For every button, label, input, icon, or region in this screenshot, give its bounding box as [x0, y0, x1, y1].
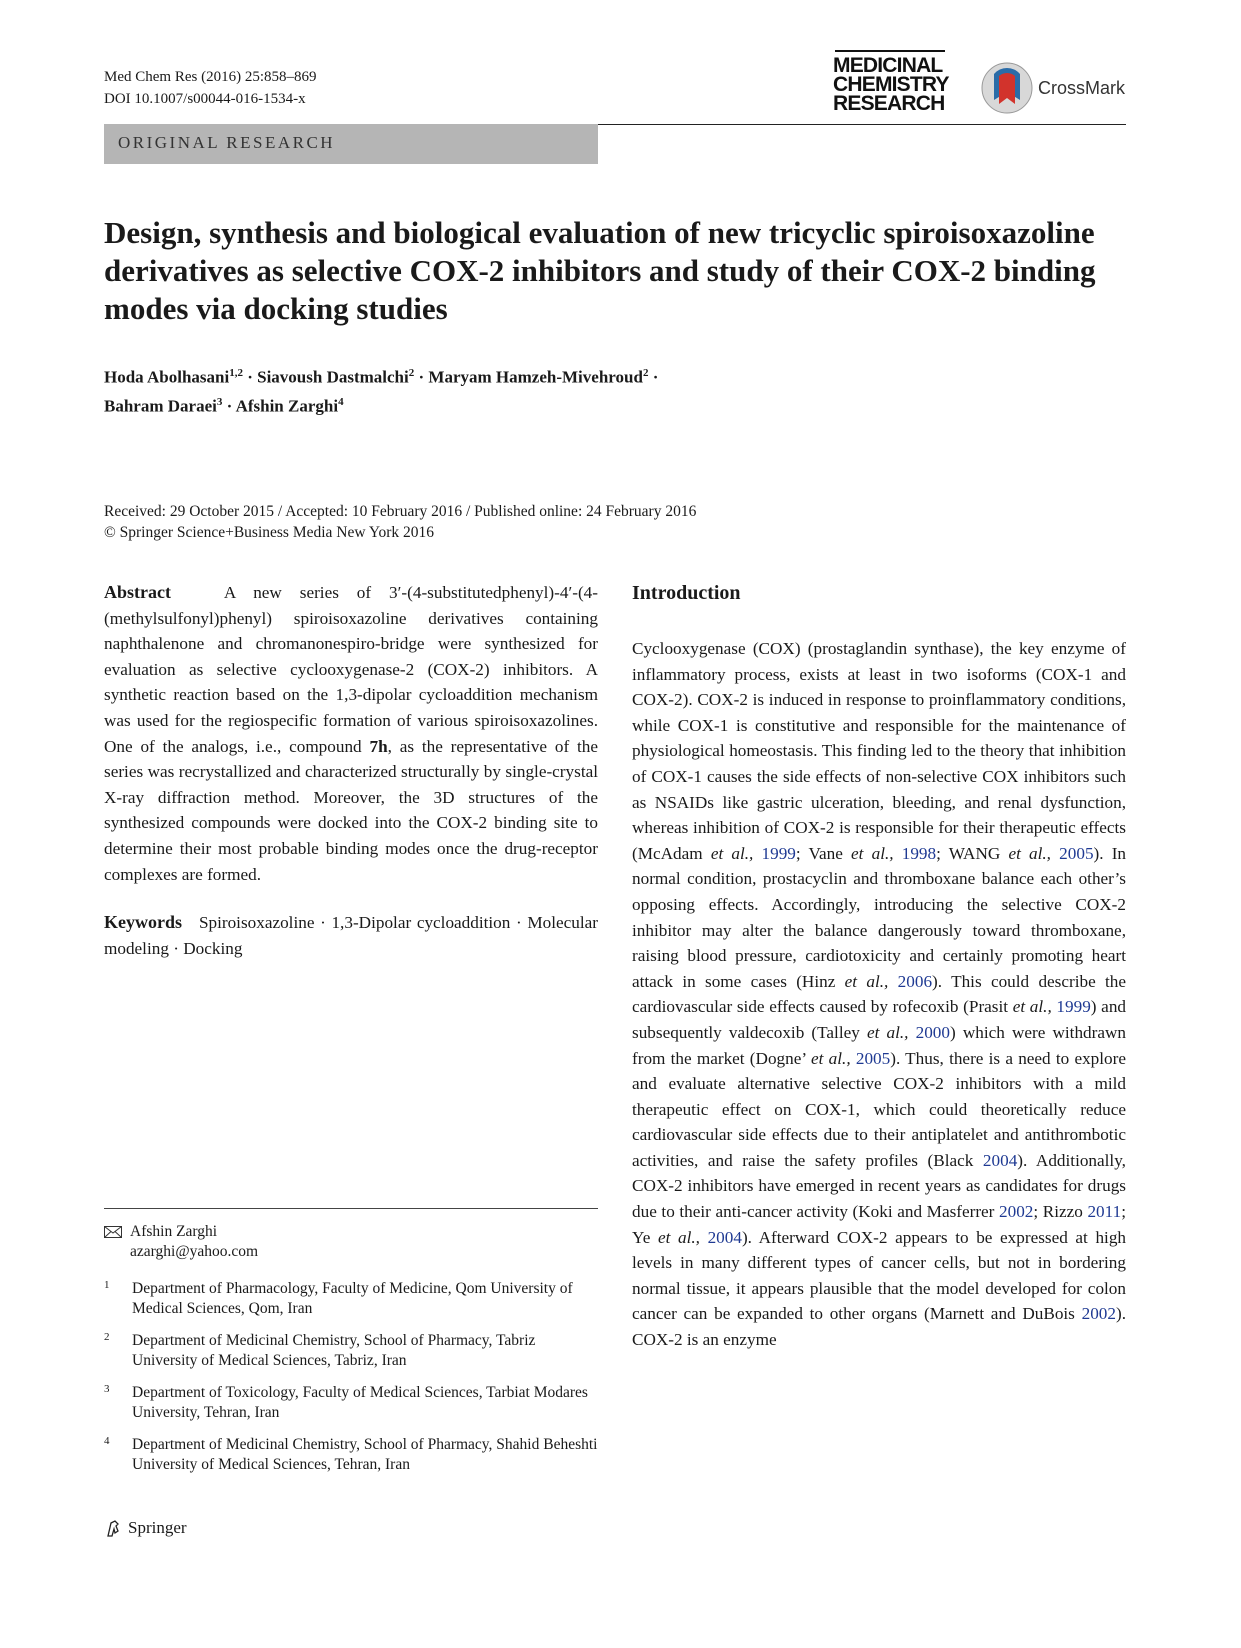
introduction-text-segment	[888, 972, 897, 991]
crossmark-badge[interactable]	[980, 60, 1130, 116]
citation-year[interactable]: 2005	[1059, 843, 1094, 863]
journal-logo-line: CHEMISTRY	[833, 73, 949, 96]
citation-year[interactable]: 2004	[707, 1227, 742, 1247]
author-name[interactable]: Bahram Daraei	[104, 396, 217, 416]
citation-year[interactable]: 2004	[982, 1150, 1018, 1170]
correspondence-email[interactable]: azarghi@yahoo.com	[130, 1243, 259, 1260]
dates-line: Received: 29 October 2015 / Accepted: 10 February 2016 / Published online: 24 February 2016	[104, 503, 697, 520]
abstract-label: Abstract	[104, 582, 171, 602]
author-name[interactable]: Maryam Hamzeh-Mivehroud	[428, 367, 643, 387]
affiliation-text: Department of Medicinal Chemistry, School of Pharmacy, Tabriz University of Medical Sciences, Tabriz, Iran	[132, 1332, 536, 1369]
keywords	[104, 910, 598, 961]
author-affiliation-ref: 2	[642, 367, 649, 379]
introduction-text-segment: Cyclooxygenase (COX) (prostaglandin synthase), the key enzyme of inflammatory process, exists at least in two isoforms (COX-1 and COX-2). COX-2 is induced in response to proinflammatory conditions, while COX-1 is constitutive and responsible for the maintenance of physiological homeostasis. This finding led to the theory that inhibition of COX-1 causes the side effects of non-selective COX inhibitors such as NSAIDs like gastric ulceration, bleeding, and renal dysfunction, whereas inhibition of COX-2 is responsible for their therapeutic effects (McAdam	[632, 639, 1126, 863]
article-title: Design, synthesis and biological evaluation of new tricyclic spiroisoxazoline derivatives as selective COX-2 inhibitors and study of their COX-2 binding modes via docking studies	[104, 215, 1096, 326]
citation-year[interactable]: 2011	[1087, 1202, 1122, 1222]
et-al-text: et al.,	[1012, 997, 1052, 1017]
introduction-text-segment: ). Afterward COX-2 appears to be expressed at high levels in many different types of cancer cells, but not in bordering normal tissue, it appears plausible that the model developed for colon cancer can be expanded to other organs (Marnett and DuBois	[632, 1227, 1127, 1324]
footnote-rule	[104, 1208, 598, 1209]
publication-dates	[104, 501, 696, 543]
author-name[interactable]: Hoda Abolhasani	[104, 367, 230, 387]
author-affiliation-ref: 4	[338, 395, 344, 408]
affiliation-number: 3	[104, 1383, 110, 1395]
publisher-name: Springer	[128, 1518, 187, 1537]
journal-logo-line: RESEARCH	[833, 92, 945, 115]
section-banner-label: ORIGINAL RESEARCH	[118, 133, 336, 152]
introduction-text-segment: ) which were withdrawn from the market (Dogne’	[632, 1022, 1126, 1068]
journal-reference	[104, 66, 316, 110]
affiliation-text: Department of Medicinal Chemistry, School of Pharmacy, Shahid Beheshti University of Medical Sciences, Tehran, Iran	[132, 1436, 598, 1473]
citation-year[interactable]: 2006	[897, 971, 933, 991]
compound-id: 7h	[369, 736, 388, 756]
citation-year[interactable]: 2002	[999, 1202, 1034, 1222]
author-list: Hoda Abolhasani$^{1,2}$ · Siavoush Dastmalchi$^2$ · Maryam Hamzeh-Mivehroud$^2$ · Bahram Daraei$^3$ · Afshin Zarghi$^4$	[104, 367, 659, 416]
keywords-text: Spiroisoxazoline · 1,3-Dipolar cycloaddition · Molecular modeling · Docking	[104, 913, 599, 958]
et-al-text: et al.,	[1008, 843, 1051, 863]
author-affiliation-ref: 3	[216, 395, 223, 408]
right-column	[632, 580, 1126, 1353]
introduction-text-segment: ). In normal condition, prostacyclin and thromboxane balance each other’s opposing effects. Accordingly, introducing the selective COX-2 inhibitor may alter the balance dangerously toward thromboxane, raising blood pressure, cardiotoxicity and certainly promoting heart attack in some cases (Hinz	[632, 843, 1127, 991]
abstract-text: A new series of 3′-(4-substitutedphenyl)-4′-(4-(methylsulfonyl)phenyl) spiroisoxazoline derivatives containing naphthalenone and chromanonespiro-bridge were synthesized for evaluation as selective cyclooxygenase-2 (COX-2) inhibitors. A synthetic reaction based on the 1,3-dipolar cycloaddition mechanism was used for the regiospecific formation of various spiroisoxazolines. One of the analogs, i.e., compound	[104, 583, 598, 756]
crossmark-label: CrossMark	[1038, 78, 1126, 98]
citation-year[interactable]: 2002	[1081, 1304, 1116, 1324]
abstract-text: , as the representative of the series was recrystallized and characterized structurally by single-crystal X-ray diffraction method. Moreover, the 3D structures of the synthesized compounds were docked into the COX-2 binding site to determine their most probable binding modes once the drug-receptor complexes are formed.	[104, 736, 598, 884]
affiliation-number: 4	[104, 1435, 110, 1447]
introduction-text-segment	[894, 844, 902, 863]
envelope-icon	[104, 1226, 122, 1238]
crossmark-icon	[980, 60, 1034, 116]
citation-year[interactable]: 1999	[761, 843, 796, 863]
introduction-text-segment	[1051, 844, 1059, 863]
correspondence-name: Afshin Zarghi	[130, 1223, 218, 1240]
introduction-text-segment: ; Ye	[632, 1202, 1126, 1247]
abstract	[104, 580, 598, 887]
et-al-text: et al.,	[844, 971, 889, 991]
et-al-text: et al.,	[657, 1227, 700, 1247]
introduction-text-segment: ; Vane	[795, 843, 852, 863]
left-column	[104, 580, 598, 961]
author-affiliation-ref: 1,2	[229, 367, 243, 379]
copyright-line: © Springer Science+Business Media New York 2016	[104, 524, 435, 541]
introduction-text	[632, 636, 1126, 1353]
journal-logo	[833, 56, 949, 113]
affiliation-number: 2	[104, 1331, 110, 1343]
author-name[interactable]: Siavoush Dastmalchi	[257, 367, 409, 387]
affiliation-number: 1	[104, 1279, 110, 1291]
introduction-text-segment	[908, 1023, 915, 1042]
affiliation-text: Department of Pharmacology, Faculty of Medicine, Qom University of Medical Sciences, Qom, Iran	[132, 1280, 573, 1317]
et-al-text: et al.,	[851, 843, 894, 863]
introduction-text-segment: ; WANG	[936, 843, 1009, 863]
introduction-text-segment: ). COX-2 is an enzyme	[632, 1304, 1126, 1350]
citation-year[interactable]: 2000	[915, 1022, 950, 1042]
section-banner	[104, 124, 598, 164]
publisher-footer	[104, 1518, 187, 1539]
journal-logo-line: MEDICINAL	[833, 54, 943, 77]
introduction-heading: Introduction	[632, 582, 741, 604]
correspondence	[104, 1222, 258, 1262]
introduction-text-segment	[753, 844, 761, 863]
keywords-label: Keywords	[104, 912, 182, 933]
doi[interactable]: DOI 10.1007/s00044-016-1534-x	[104, 91, 306, 107]
author-name[interactable]: Afshin Zarghi	[235, 396, 339, 416]
introduction-text-segment: ; Rizzo	[1033, 1202, 1088, 1222]
journal-citation: Med Chem Res (2016) 25:858–869	[104, 69, 317, 85]
et-al-text: et al.,	[811, 1048, 851, 1068]
introduction-text-segment: ) and subsequently valdecoxib (Talley	[632, 997, 1127, 1042]
springer-horse-icon	[104, 1519, 124, 1539]
citation-year[interactable]: 1998	[901, 843, 937, 863]
author-affiliation-ref: 2	[408, 367, 415, 379]
citation-year[interactable]: 1999	[1056, 997, 1091, 1017]
et-al-text: et al.,	[710, 843, 754, 863]
introduction-text-segment	[700, 1228, 708, 1247]
introduction-text-segment: ). This could describe the cardiovascular side effects caused by rofecoxib (Prasit	[632, 971, 1127, 1017]
introduction-text-segment: ). Additionally, COX-2 inhibitors have emerged in recent years as candidates for drugs due to their anti-cancer activity (Koki and Masferrer	[632, 1150, 1126, 1222]
introduction-text-segment: ). Thus, there is a need to explore and evaluate alternative selective COX-2 inhibitors with a mild therapeutic effect on COX-1, which could theoretically reduce cardiovascular side effects due to their antiplatelet and antithrombotic activities, and raise the safety profiles (Black	[632, 1048, 1126, 1170]
affiliation-text: Department of Toxicology, Faculty of Medical Sciences, Tarbiat Modares University, Tehran, Iran	[132, 1384, 588, 1421]
et-al-text: et al.,	[866, 1022, 909, 1042]
citation-year[interactable]: 2005	[855, 1048, 891, 1068]
